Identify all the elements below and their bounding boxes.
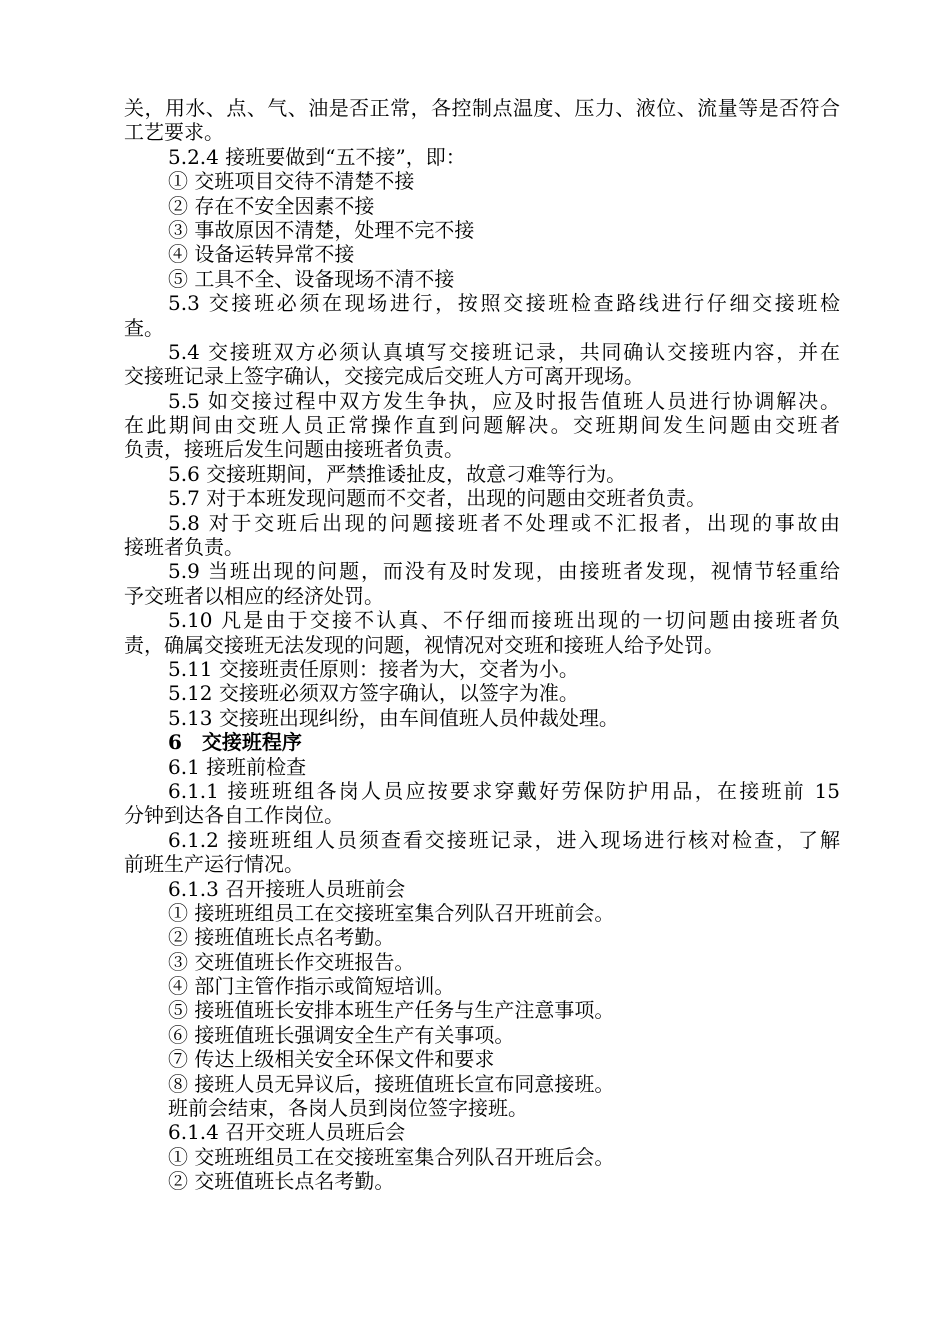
text-line: ① 接班班组员工在交接班室集合列队召开班前会。 <box>168 900 615 925</box>
text-line: ② 交班值班长点名考勤。 <box>168 1169 395 1194</box>
text-line: ① 交班班组员工在交接班室集合列队召开班后会。 <box>168 1144 615 1169</box>
text-line: 关，用水、点、气、油是否正常，各控制点温度、压力、液位、流量等是否符合 <box>124 96 840 120</box>
text-line: 5.12 交接班必须双方签字确认，以签字为准。 <box>168 681 579 706</box>
text-line: ⑦ 传达上级相关安全环保文件和要求 <box>168 1047 495 1072</box>
text-line: 6.1.2 接班班组人员须查看交接班记录，进入现场进行核对检查，了解 <box>168 827 840 852</box>
text-line: 前班生产运行情况。 <box>124 852 304 877</box>
text-line: 工艺要求。 <box>124 120 224 145</box>
text-line: ① 交班项目交待不清楚不接 <box>168 169 415 194</box>
text-line: 5.13 交接班出现纠纷，由车间值班人员仲裁处理。 <box>168 705 619 730</box>
text-line: 交接班记录上签字确认，交接完成后交班人方可离开现场。 <box>124 364 644 389</box>
text-line: ⑧ 接班人员无异议后，接班值班长宣布同意接班。 <box>168 1071 615 1096</box>
text-line: 查。 <box>124 315 164 340</box>
text-line: ④ 部门主管作指示或简短培训。 <box>168 974 455 999</box>
text-line: 5.6 交接班期间，严禁推诿扯皮，故意刁难等行为。 <box>168 461 627 486</box>
text-line: ⑤ 工具不全、设备现场不清不接 <box>168 266 455 291</box>
text-line: 6.1.1 接班班组各岗人员应按要求穿戴好劳保防护用品，在接班前 15 <box>168 778 840 803</box>
text-line: 5.11 交接班责任原则：接者为大，交者为小。 <box>168 656 579 681</box>
text-line: 5.7 对于本班发现问题而不交者，出现的问题由交班者负责。 <box>168 486 707 511</box>
section-heading: 6 交接班程序 <box>168 730 302 755</box>
text-line: ② 存在不安全因素不接 <box>168 193 375 218</box>
document-body <box>124 96 840 1194</box>
text-line: ⑤ 接班值班长安排本班生产任务与生产注意事项。 <box>168 998 615 1023</box>
text-line: 5.5 如交接过程中双方发生争执，应及时报告值班人员进行协调解决。 <box>168 388 840 413</box>
text-line: ② 接班值班长点名考勤。 <box>168 925 395 950</box>
text-line: 负责，接班后发生问题由接班者负责。 <box>124 437 464 462</box>
text-line: 5.3 交接班必须在现场进行，按照交接班检查路线进行仔细交接班检 <box>168 291 840 316</box>
text-line: 予交班者以相应的经济处罚。 <box>124 583 384 608</box>
text-line: 5.8 对于交班后出现的问题接班者不处理或不汇报者，出现的事故由 <box>168 510 840 535</box>
text-line: ⑥ 接班值班长强调安全生产有关事项。 <box>168 1022 515 1047</box>
text-line: 5.4 交接班双方必须认真填写交接班记录，共同确认交接班内容，并在 <box>168 339 840 364</box>
text-line: 在此期间由交班人员正常操作直到问题解决。交班期间发生问题由交班者 <box>124 413 840 438</box>
text-line: 6.1 接班前检查 <box>168 754 307 779</box>
text-line: 6.1.4 召开交班人员班后会 <box>168 1120 406 1145</box>
text-line: 5.2.4 接班要做到“五不接”，即： <box>168 144 466 169</box>
text-line: 班前会结束，各岗人员到岗位签字接班。 <box>168 1096 528 1121</box>
text-line: 5.9 当班出现的问题，而没有及时发现，由接班者发现，视情节轻重给 <box>168 559 840 584</box>
text-line: 责，确属交接班无法发现的问题，视情况对交班和接班人给予处罚。 <box>124 632 724 657</box>
text-line: 5.10 凡是由于交接不认真、不仔细而接班出现的一切问题由接班者负 <box>168 608 840 633</box>
text-line: ④ 设备运转异常不接 <box>168 242 355 267</box>
text-line: 接班者负责。 <box>124 535 244 560</box>
text-line: 6.1.3 召开接班人员班前会 <box>168 876 406 901</box>
text-line: ③ 事故原因不清楚，处理不完不接 <box>168 217 475 242</box>
text-line: 分钟到达各自工作岗位。 <box>124 803 344 828</box>
text-line: ③ 交班值班长作交班报告。 <box>168 949 415 974</box>
